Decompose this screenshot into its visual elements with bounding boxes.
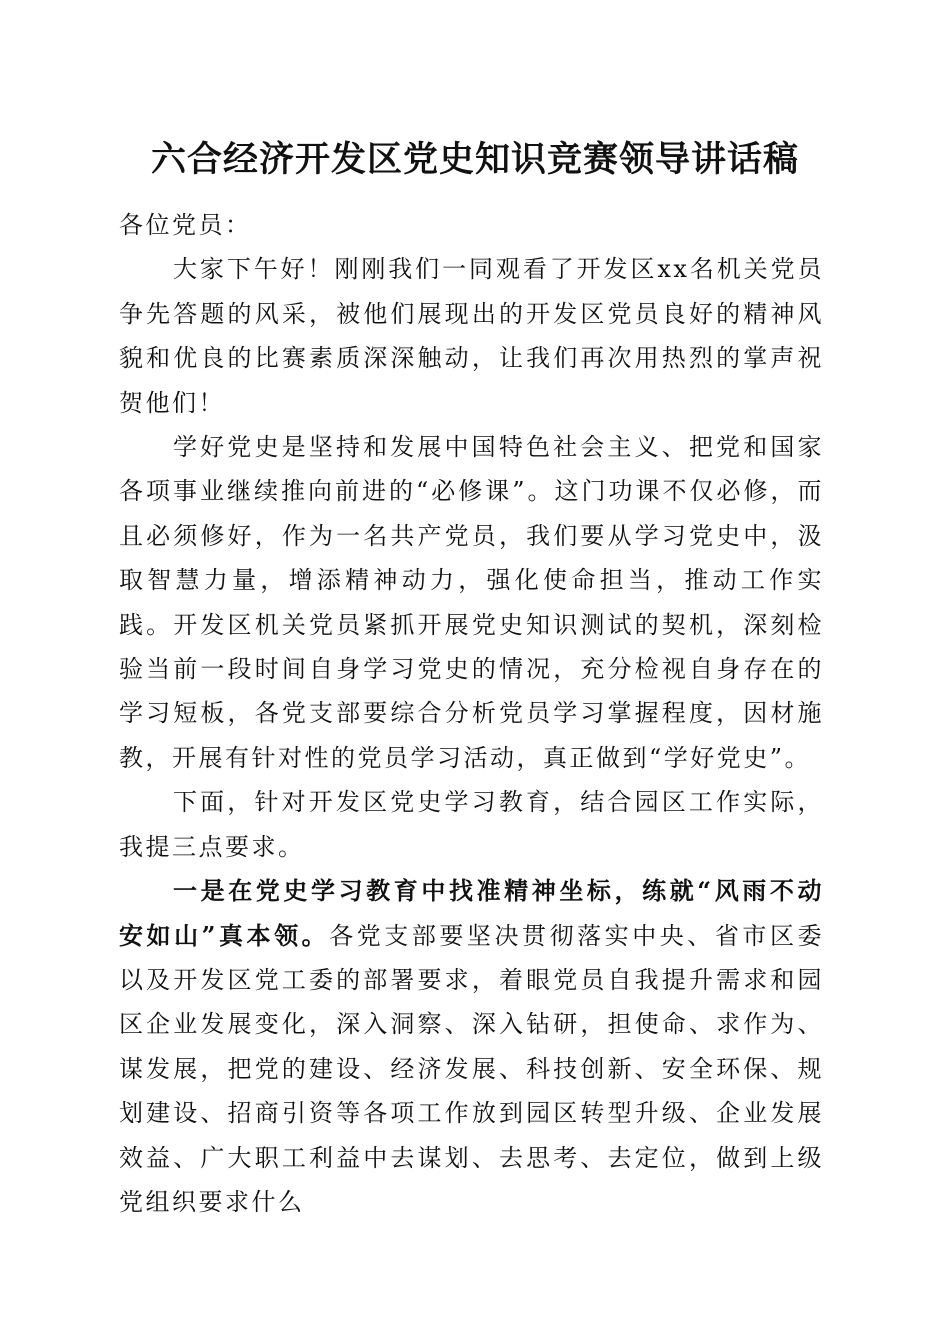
paragraph-heading: 一是在党史学习教育中找准精神坐标，练就“风雨不动安如山”真本领。	[119, 876, 824, 950]
page-title: 六合经济开发区党史知识竞赛领导讲话稿	[150, 139, 799, 180]
paragraph-text: 大家下午好！刚刚我们一同观看了开发区xx名机关党员争先答题的风采，被他们展现出的开发区党员良好的精神风貌和优良的比赛素质深深触动，让我们再次用热烈的掌声祝贺他们！	[119, 255, 824, 417]
paragraph-study-history	[119, 425, 824, 780]
paragraph-requirement-one	[119, 869, 824, 1224]
speech-body	[119, 203, 824, 1224]
paragraph-greeting	[119, 247, 824, 425]
paragraph-requirements-intro	[119, 780, 824, 869]
paragraph-text: 各党支部要坚决贯彻落实中央、省市区委以及开发区党工委的部署要求，着眼党员自我提升需求和园区企业发展变化，深入洞察、深入钻研，担使命、求作为、谋发展，把党的建设、经济发展、科技创新、安全环保、规划建设、招商引资等各项工作放到园区转型升级、企业发展效益、广大职工利益中去谋划、去思考、去定位，做到上级党组织要求什么	[119, 921, 824, 1216]
salutation: 各位党员：	[119, 211, 252, 239]
paragraph-text: 学好党史是坚持和发展中国特色社会主义、把党和国家各项事业继续推向前进的“必修课”。这门功课不仅必修，而且必须修好，作为一名共产党员，我们要从学习党史中，汲取智慧力量，增添精神动力，强化使命担当，推动工作实践。开发区机关党员紧抓开展党史知识测试的契机，深刻检验当前一段时间自身学习党史的情况，充分检视自身存在的学习短板，各党支部要综合分析党员学习掌握程度，因材施教，开展有针对性的党员学习活动，真正做到“学好党史”。	[119, 433, 824, 772]
paragraph-text: 下面，针对开发区党史学习教育，结合园区工作实际，我提三点要求。	[119, 788, 824, 861]
